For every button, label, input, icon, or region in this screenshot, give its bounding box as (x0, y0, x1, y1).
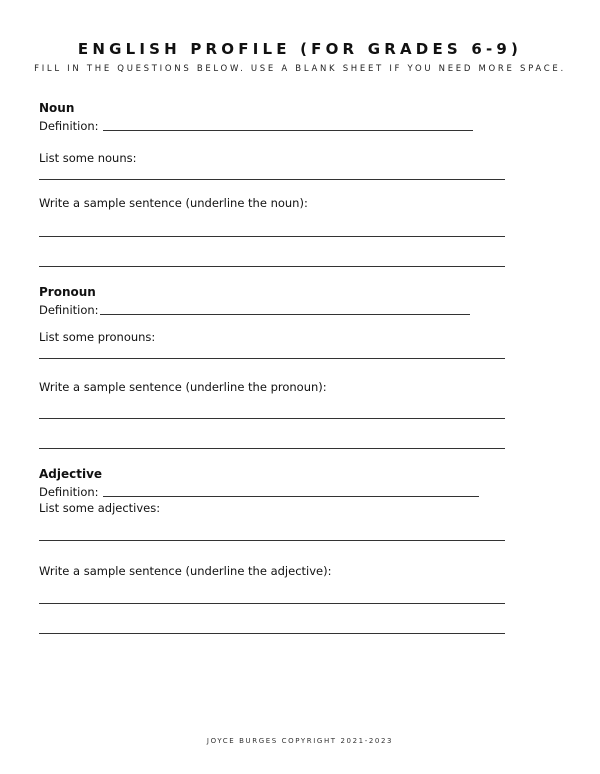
pronoun-list-label: List some pronouns: (39, 330, 156, 344)
pronoun-sentence-line-2[interactable] (39, 448, 505, 449)
noun-sentence-label: Write a sample sentence (underline the noun): (39, 196, 308, 210)
pronoun-definition-line[interactable] (100, 314, 470, 315)
adjective-definition-line[interactable] (103, 496, 479, 497)
pronoun-heading: Pronoun (39, 285, 96, 299)
adjective-definition-label: Definition: (39, 485, 99, 499)
pronoun-sentence-line-1[interactable] (39, 418, 505, 419)
noun-definition-line[interactable] (103, 130, 473, 131)
pronoun-definition-label: Definition: (39, 303, 99, 317)
copyright-footer: JOYCE BURGES COPYRIGHT 2021-2023 (206, 737, 394, 745)
noun-sentence-line-1[interactable] (39, 236, 505, 237)
adjective-sentence-line-1[interactable] (39, 603, 505, 604)
pronoun-list-line[interactable] (39, 358, 505, 359)
noun-list-label: List some nouns: (39, 151, 137, 165)
noun-list-line[interactable] (39, 179, 505, 180)
worksheet-title: ENGLISH PROFILE (FOR GRADES 6-9) (77, 40, 523, 58)
pronoun-sentence-label: Write a sample sentence (underline the pronoun): (39, 380, 327, 394)
noun-heading: Noun (39, 101, 75, 115)
noun-definition-label: Definition: (39, 119, 99, 133)
noun-sentence-line-2[interactable] (39, 266, 505, 267)
adjective-list-label: List some adjectives: (39, 501, 161, 515)
worksheet-instructions: FILL IN THE QUESTIONS BELOW. USE A BLANK SHEET IF YOU NEED MORE SPACE. (34, 64, 566, 74)
adjective-sentence-label: Write a sample sentence (underline the adjective): (39, 564, 332, 578)
adjective-sentence-line-2[interactable] (39, 633, 505, 634)
adjective-heading: Adjective (39, 467, 103, 481)
adjective-list-line[interactable] (39, 540, 505, 541)
